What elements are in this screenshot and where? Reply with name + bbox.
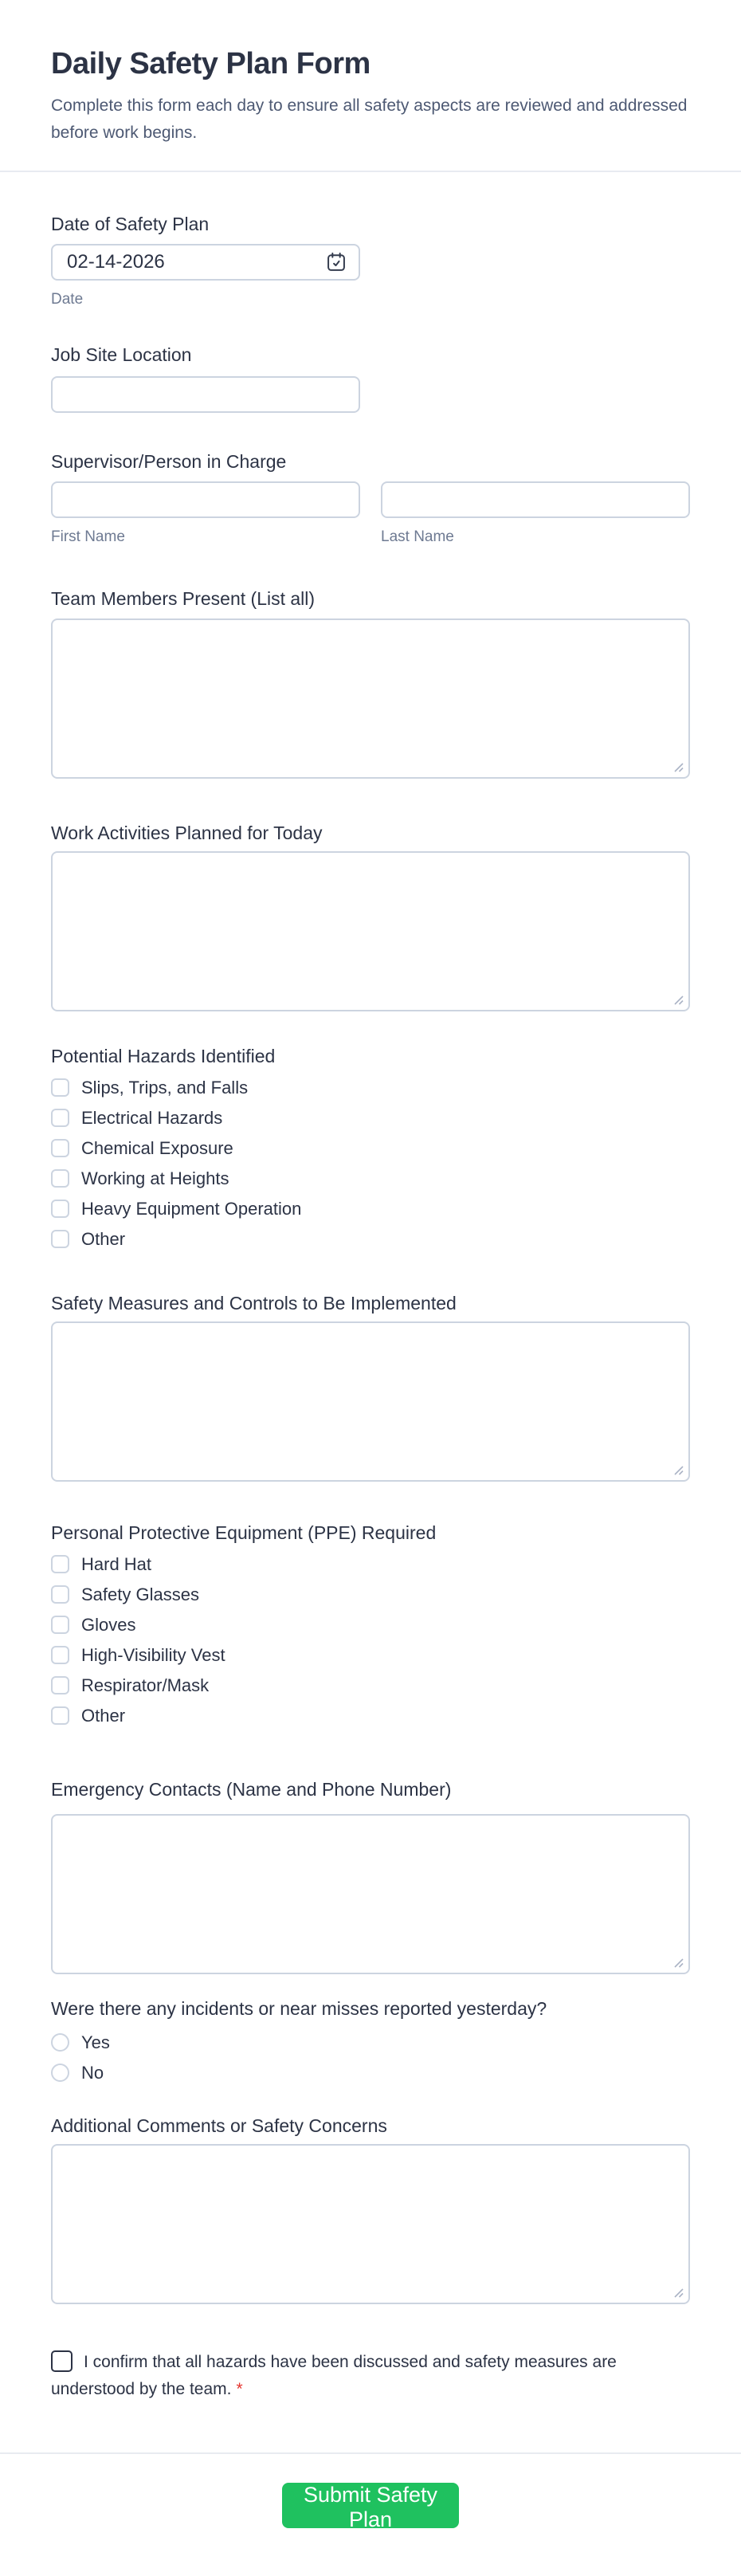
- question-team-members: [51, 587, 690, 779]
- checkbox-icon[interactable]: [51, 1585, 69, 1604]
- checkbox-option-label: Heavy Equipment Operation: [81, 1199, 302, 1219]
- checkbox-option-label: Gloves: [81, 1615, 136, 1635]
- last-name-sublabel: Last Name: [381, 528, 454, 545]
- submit-button[interactable]: Submit Safety Plan: [282, 2483, 459, 2528]
- checkbox-option[interactable]: [51, 1555, 690, 1573]
- checkbox-option[interactable]: [51, 1078, 690, 1097]
- supervisor-label: Supervisor/Person in Charge: [51, 451, 287, 472]
- first-name-input[interactable]: [51, 481, 360, 518]
- first-name-sublabel: First Name: [51, 528, 125, 545]
- form-body: [0, 172, 741, 2570]
- last-name-col: [381, 481, 690, 547]
- comments-textarea[interactable]: [51, 2144, 690, 2304]
- hazards-checkbox-list: [51, 1078, 690, 1248]
- checkbox-option-label: High-Visibility Vest: [81, 1645, 225, 1665]
- hazards-label: Potential Hazards Identified: [51, 1046, 276, 1066]
- checkbox-option[interactable]: [51, 1139, 690, 1157]
- last-name-input[interactable]: [381, 481, 690, 518]
- safety-measures-textarea-wrap: [51, 1321, 690, 1482]
- checkbox-icon[interactable]: [51, 1616, 69, 1634]
- incidents-radio-list: [51, 2033, 690, 2082]
- question-safety-measures: [51, 1291, 690, 1482]
- question-work-activities: [51, 821, 690, 1011]
- job-site-input[interactable]: [51, 376, 360, 413]
- supervisor-name-row: [51, 481, 690, 547]
- checkbox-icon[interactable]: [51, 1676, 69, 1694]
- radio-option-label: No: [81, 2063, 104, 2083]
- work-activities-textarea[interactable]: [51, 851, 690, 1011]
- emergency-contacts-textarea[interactable]: [51, 1814, 690, 1974]
- checkbox-icon[interactable]: [51, 1646, 69, 1664]
- emergency-contacts-label: Emergency Contacts (Name and Phone Number): [51, 1779, 452, 1800]
- checkbox-icon[interactable]: [51, 1230, 69, 1248]
- page-title: Daily Safety Plan Form: [51, 47, 370, 80]
- radio-option-label: Yes: [81, 2032, 110, 2052]
- checkbox-option-label: Other: [81, 1229, 126, 1249]
- ppe-checkbox-list: [51, 1555, 690, 1725]
- checkbox-option-label: Hard Hat: [81, 1554, 152, 1574]
- work-activities-label: Work Activities Planned for Today: [51, 823, 323, 843]
- checkbox-option[interactable]: [51, 1109, 690, 1127]
- confirmation-text: I confirm that all hazards have been discussed and safety measures are understood by the team.: [51, 2353, 617, 2398]
- form-subtitle: Complete this form each day to ensure all safety aspects are reviewed and addressed before work begins.: [51, 96, 688, 142]
- checkbox-option-label: Respirator/Mask: [81, 1675, 210, 1695]
- radio-option[interactable]: [51, 2033, 690, 2052]
- checkbox-icon[interactable]: [51, 1169, 69, 1188]
- checkbox-option[interactable]: [51, 1616, 690, 1634]
- confirmation-row[interactable]: [51, 2349, 690, 2403]
- checkbox-option-label: Slips, Trips, and Falls: [81, 1078, 249, 1098]
- checkbox-option[interactable]: [51, 1230, 690, 1248]
- checkbox-icon[interactable]: [51, 1555, 69, 1573]
- date-field-wrap: [51, 244, 360, 281]
- date-field-label: Date of Safety Plan: [51, 214, 210, 234]
- checkbox-option[interactable]: [51, 1676, 690, 1694]
- question-additional-comments: [51, 2114, 690, 2304]
- question-ppe-required: [51, 1521, 690, 1725]
- work-activities-textarea-wrap: [51, 851, 690, 1011]
- question-date-of-safety-plan: [51, 212, 690, 309]
- checkbox-option-label: Electrical Hazards: [81, 1108, 223, 1128]
- confirmation-checkbox-icon[interactable]: [51, 2350, 73, 2372]
- question-supervisor: [51, 450, 690, 547]
- ppe-label: Personal Protective Equipment (PPE) Required: [51, 1522, 437, 1543]
- safety-measures-textarea[interactable]: [51, 1321, 690, 1482]
- job-site-label: Job Site Location: [51, 344, 192, 365]
- date-input[interactable]: [51, 244, 360, 281]
- checkbox-icon[interactable]: [51, 1078, 69, 1097]
- checkbox-option[interactable]: [51, 1200, 690, 1218]
- checkbox-option[interactable]: [51, 1169, 690, 1188]
- form-header: [0, 0, 741, 147]
- checkbox-option-label: Working at Heights: [81, 1168, 229, 1188]
- required-asterisk: *: [236, 2380, 243, 2398]
- question-incidents-yesterday: [51, 1997, 690, 2082]
- team-members-textarea-wrap: [51, 618, 690, 779]
- radio-icon[interactable]: [51, 2033, 69, 2052]
- team-members-label: Team Members Present (List all): [51, 588, 316, 609]
- first-name-col: [51, 481, 360, 547]
- comments-textarea-wrap: [51, 2144, 690, 2304]
- question-potential-hazards: [51, 1044, 690, 1248]
- question-confirmation: [51, 2349, 690, 2403]
- checkbox-option[interactable]: [51, 1585, 690, 1604]
- checkbox-option-label: Chemical Exposure: [81, 1138, 233, 1158]
- checkbox-option[interactable]: [51, 1706, 690, 1725]
- date-sublabel: Date: [51, 291, 84, 308]
- team-members-textarea[interactable]: [51, 618, 690, 779]
- radio-option[interactable]: [51, 2064, 690, 2082]
- checkbox-icon[interactable]: [51, 1200, 69, 1218]
- checkbox-option-label: Safety Glasses: [81, 1584, 199, 1604]
- emergency-contacts-textarea-wrap: [51, 1814, 690, 1974]
- incidents-label: Were there any incidents or near misses reported yesterday?: [51, 1998, 547, 2019]
- checkbox-option[interactable]: [51, 1646, 690, 1664]
- question-job-site-location: [51, 343, 690, 413]
- question-emergency-contacts: [51, 1777, 690, 1974]
- checkbox-icon[interactable]: [51, 1109, 69, 1127]
- comments-label: Additional Comments or Safety Concerns: [51, 2115, 387, 2136]
- checkbox-option-label: Other: [81, 1706, 126, 1726]
- checkbox-icon[interactable]: [51, 1139, 69, 1157]
- checkbox-icon[interactable]: [51, 1706, 69, 1725]
- radio-icon[interactable]: [51, 2064, 69, 2082]
- footer-divider: [0, 2452, 741, 2454]
- safety-measures-label: Safety Measures and Controls to Be Implemented: [51, 1293, 457, 1314]
